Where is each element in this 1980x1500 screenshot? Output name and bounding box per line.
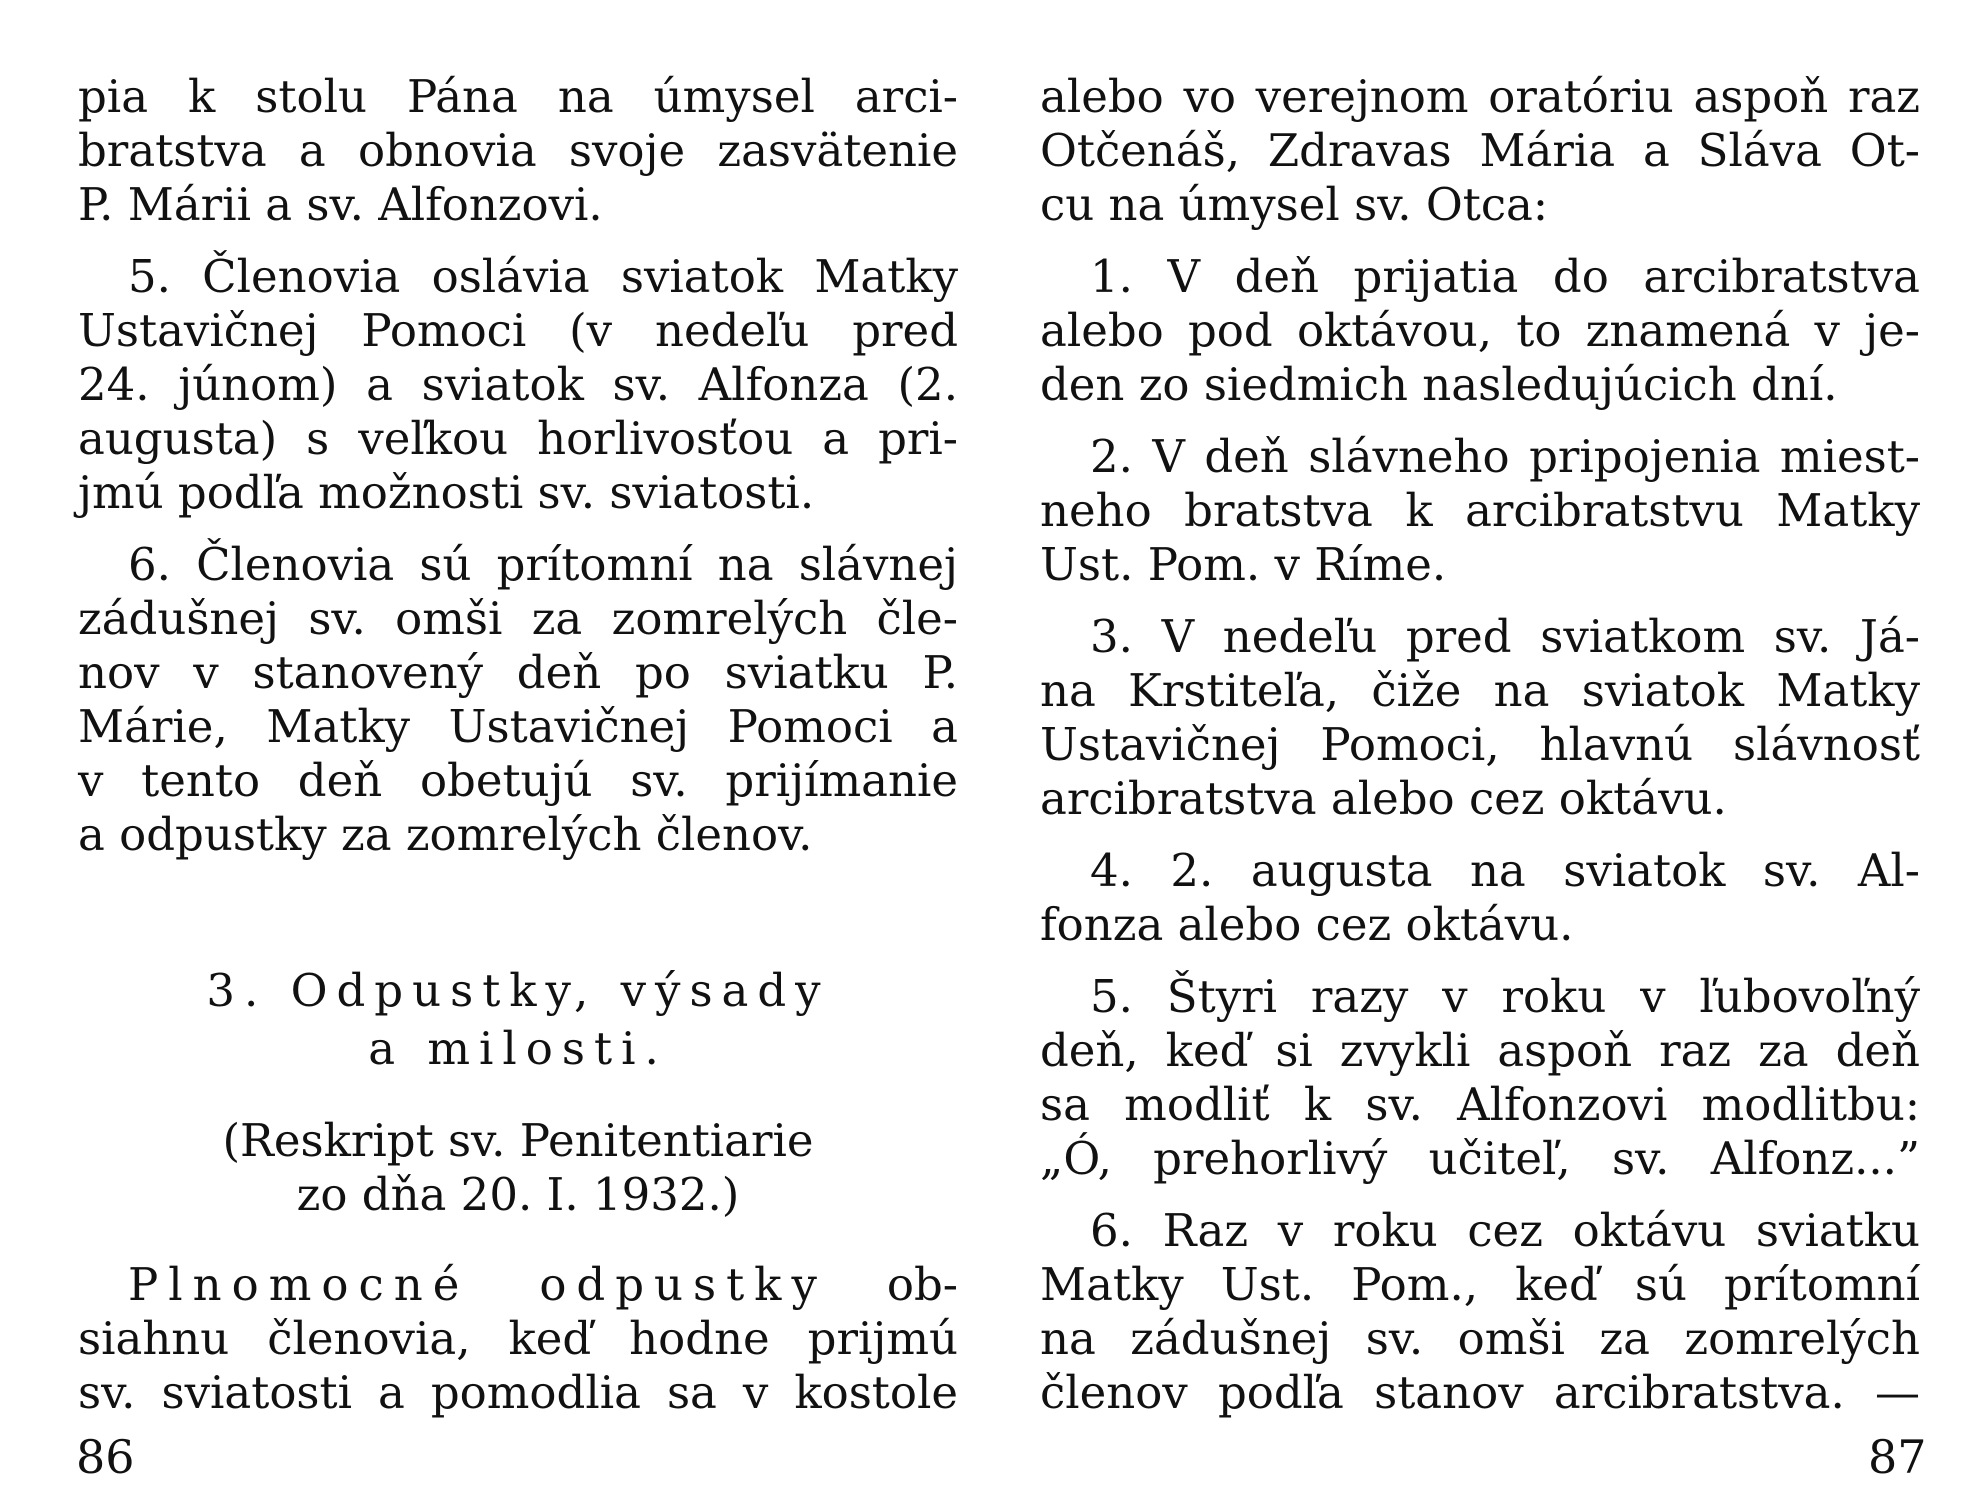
text-line [78, 1258, 958, 1312]
indulgence-item-2 [1040, 430, 1920, 592]
text-line: siahnu členovia, keď hodne prijmú [78, 1312, 958, 1365]
text-line: alebo pod oktávou, to znamená v je- [1040, 304, 1920, 357]
text-line: na zádušnej sv. omši za zomrelých [1040, 1312, 1920, 1365]
text-line: 3. V nedeľu pred sviatkom sv. Já- [1090, 610, 1920, 663]
right-continuation-paragraph [1040, 70, 1920, 232]
indulgence-intro-paragraph [78, 1258, 958, 1420]
text-line: alebo vo verejnom oratóriu aspoň raz [1040, 70, 1920, 123]
text-line: 1. V deň prijatia do arcibratstva [1090, 250, 1920, 303]
text-line: nov v stanovený deň po sviatku P. [78, 646, 958, 699]
indulgence-item-4 [1040, 844, 1920, 952]
text-line: Márie, Matky Ustavičnej Pomoci a [78, 700, 958, 753]
indulgence-item-5 [1040, 970, 1920, 1186]
text-line: 24. júnom) a sviatok sv. Alfonza (2. [78, 358, 958, 411]
rescript-note-line-2: zo dňa 20. I. 1932.) [296, 1168, 740, 1221]
indulgence-item-1 [1040, 250, 1920, 412]
section-heading-line-2: a milosti. [368, 1022, 668, 1075]
text-line: deň, keď si zvykli aspoň raz za deň [1040, 1024, 1920, 1077]
rescript-note-line-1: (Reskript sv. Penitentiarie [222, 1114, 814, 1167]
text-line: 4. 2. augusta na sviatok sv. Al- [1090, 844, 1920, 897]
page-number-right: 87 [1868, 1430, 1927, 1484]
text-line: zádušnej sv. omši za zomrelých čle- [78, 592, 958, 645]
text-line: jmú podľa možnosti sv. sviatosti. [78, 466, 815, 519]
left-continuation-paragraph [78, 70, 958, 232]
text-line: členov podľa stanov arcibratstva. — [1040, 1366, 1920, 1419]
text-line: cu na úmysel sv. Otca: [1040, 178, 1549, 231]
spaced-phrase: Plnomocné odpustky [128, 1258, 827, 1311]
text-line: sa modliť k sv. Alfonzovi modlitbu: [1040, 1078, 1920, 1131]
text-line: arcibratstva alebo cez oktávu. [1040, 772, 1727, 825]
text-line: Otčenáš, Zdravas Mária a Sláva Ot- [1040, 124, 1920, 177]
right-page [1040, 70, 1920, 1420]
indulgence-item-3 [1040, 610, 1920, 826]
text-line: pia k stolu Pána na úmysel arci- [78, 70, 958, 123]
text-line: den zo siedmich nasledujúcich dní. [1040, 358, 1838, 411]
rescript-note [78, 1114, 958, 1222]
text-line: 5. Členovia oslávia sviatok Matky [128, 250, 958, 303]
left-page [78, 70, 958, 1420]
text-line: sv. sviatosti a pomodlia sa v kostole [78, 1366, 958, 1419]
text-line: Ustavičnej Pomoci, hlavnú slávnosť [1040, 718, 1920, 771]
text-line: 2. V deň slávneho pripojenia miest- [1090, 430, 1920, 483]
page-number-left: 86 [76, 1430, 135, 1484]
text-line: „Ó, prehorlivý učiteľ, sv. Alfonz...” [1040, 1132, 1920, 1185]
text-line: na Krstiteľa, čiže na sviatok Matky [1040, 664, 1920, 717]
rule-item-5 [78, 250, 958, 520]
indulgence-item-6 [1040, 1204, 1920, 1420]
text-line: augusta) s veľkou horlivosťou a pri- [78, 412, 958, 465]
text-line: Ust. Pom. v Ríme. [1040, 538, 1447, 591]
text-line: 6. Členovia sú prítomní na slávnej [128, 538, 958, 591]
section-heading-line-1: 3. Odpustky, výsady [206, 964, 830, 1017]
text-line: fonza alebo cez oktávu. [1040, 898, 1574, 951]
text-line: 5. Štyri razy v roku v ľubovoľný [1090, 970, 1920, 1023]
rule-item-6 [78, 538, 958, 862]
text-line: bratstva a obnovia svoje zasvätenie [78, 124, 958, 177]
text-line: 6. Raz v roku cez oktávu sviatku [1090, 1204, 1920, 1257]
section-heading [78, 962, 958, 1078]
text-line: neho bratstva k arcibratstvu Matky [1040, 484, 1920, 537]
text-line: Matky Ust. Pom., keď sú prítomní [1040, 1258, 1920, 1311]
text-line: Ustavičnej Pomoci (v nedeľu pred [78, 304, 958, 357]
line-rest: ob- [886, 1258, 958, 1311]
text-line: P. Márii a sv. Alfonzovi. [78, 178, 603, 231]
text-line: a odpustky za zomrelých členov. [78, 808, 813, 861]
text-line: v tento deň obetujú sv. prijímanie [78, 754, 958, 807]
